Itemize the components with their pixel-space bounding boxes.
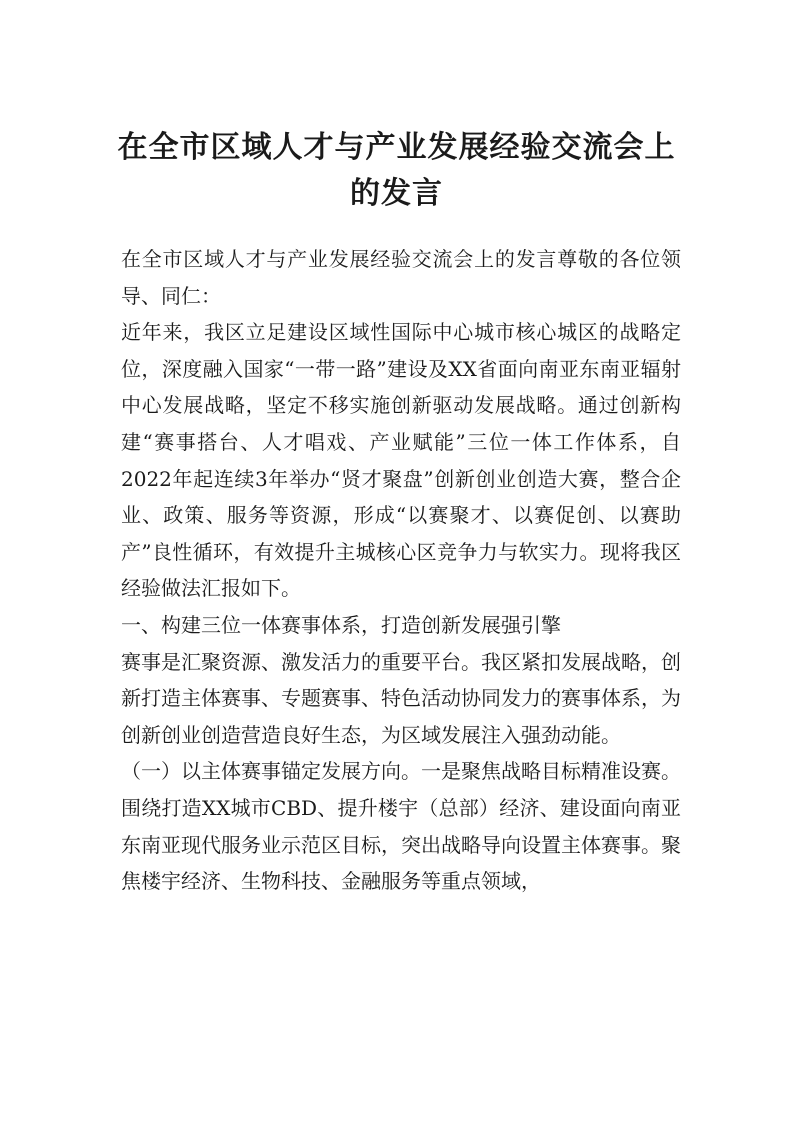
document-title-line-1: 在全市区域人才与产业发展经验交流会上: [117, 130, 676, 165]
paragraph-section-1-intro: 赛事是汇聚资源、激发活力的重要平台。我区紧扣发展战略，创新打造主体赛事、专题赛事、特色活动协同发力的赛事体系，为创新创业创造营造良好生态，为区域发展注入强劲动能。: [121, 649, 681, 747]
paragraph-introduction: 近年来，我区立足建设区域性国际中心城市核心城区的战略定位，深度融入国家“一带一路”建设及XX省面向南亚东南亚辐射中心发展战略，坚定不移实施创新驱动发展战略。通过创新构建“赛事搭台、人才唱戏、产业赋能”三位一体工作体系，自2022年起连续3年举办“贤才聚盘”创新创业创造大赛，整合企业、政策、服务等资源，形成“以赛聚才、以赛促创、以赛助产”良性循环，有效提升主城核心区竞争力与软实力。现将我区经验做法汇报如下。: [121, 320, 681, 601]
document-body: [121, 241, 681, 900]
document-title-line-2: 的发言: [350, 176, 443, 211]
paragraph-salutation: 在全市区域人才与产业发展经验交流会上的发言尊敬的各位领导、同仁：: [121, 247, 681, 308]
paragraph-subsection-1: （一）以主体赛事锚定发展方向。一是聚焦战略目标精准设赛。围绕打造XX城市CBD、提升楼宇（总部）经济、建设面向南亚东南亚现代服务业示范区目标，突出战略导向设置主体赛事。聚焦楼宇经济、生物科技、金融服务等重点领域，: [121, 759, 681, 894]
section-heading-1: 一、构建三位一体赛事体系，打造创新发展强引擎: [121, 612, 561, 637]
